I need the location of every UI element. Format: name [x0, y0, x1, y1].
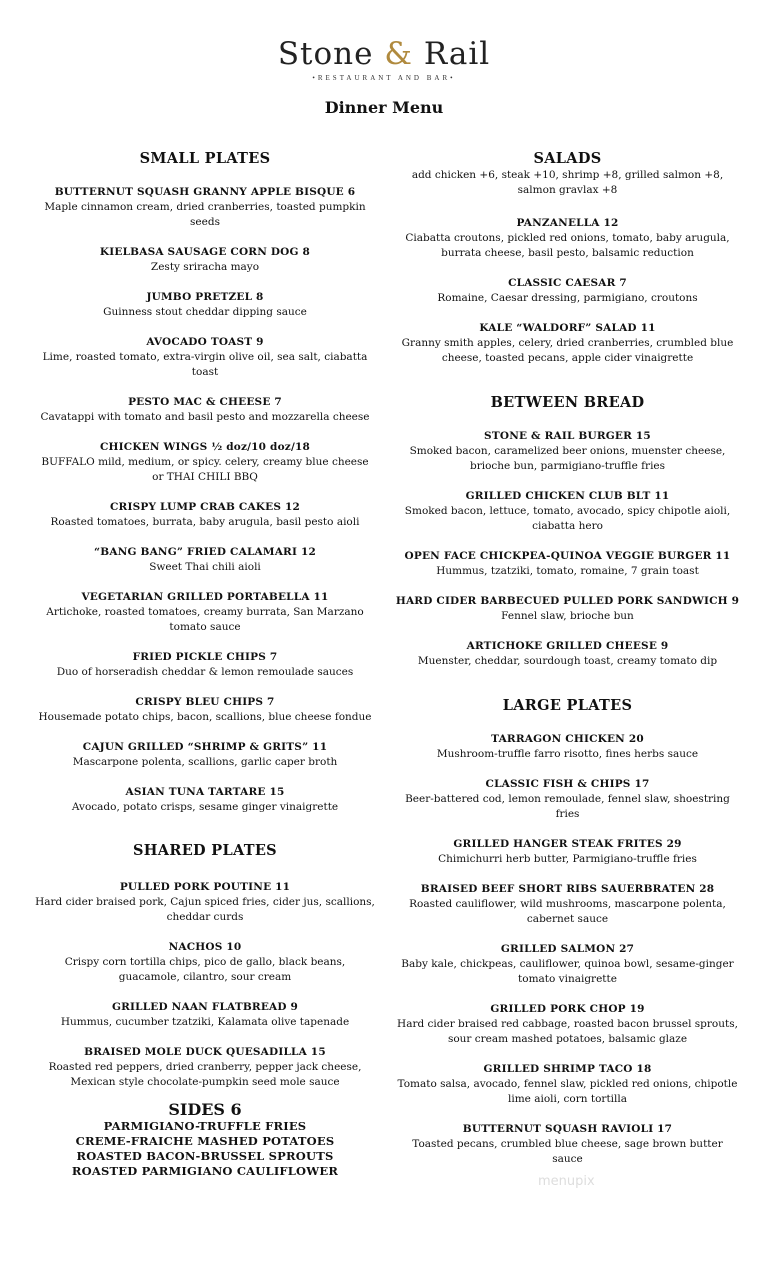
- menu-item: [20, 545, 390, 575]
- menu-item-description: Beer-battered cod, lemon remoulade, fennel slaw, shoestring: [405, 793, 730, 805]
- menu-item: [20, 245, 390, 275]
- section-title-salads: SALADS: [533, 150, 602, 167]
- menu-item: [385, 276, 750, 306]
- menu-item-name: CRISPY BLEU CHIPS 7: [135, 696, 275, 708]
- menu-item: [385, 639, 750, 669]
- menu-item-description: Baby kale, chickpeas, cauliflower, quinoa bowl, sesame-ginger: [401, 958, 734, 970]
- menu-item: [20, 650, 390, 680]
- menu-item-name: FRIED PICKLE CHIPS 7: [132, 651, 278, 663]
- menu-item-description: Housemade potato chips, bacon, scallions, blue cheese fondue: [38, 711, 372, 723]
- menu-item-description: tomato sauce: [169, 621, 241, 633]
- section-title-between-bread: BETWEEN BREAD: [490, 394, 645, 411]
- menu-item-description: Guinness stout cheddar dipping sauce: [103, 306, 307, 318]
- menu-item-description: cheese, toasted pecans, apple cider vinaigrette: [441, 352, 694, 364]
- menu-item-name: TARRAGON CHICKEN 20: [491, 733, 644, 745]
- section-title-large-plates: LARGE PLATES: [502, 697, 633, 714]
- menu-item: [20, 880, 390, 925]
- menu-item-name: VEGETARIAN GRILLED PORTABELLA 11: [81, 591, 329, 603]
- menu-item-description: Tomato salsa, avocado, fennel slaw, pickled red onions, chipotle: [397, 1078, 738, 1090]
- menu-item: [385, 732, 750, 762]
- menu-item-name: PESTO MAC & CHEESE 7: [128, 396, 282, 408]
- menu-item-name: HARD CIDER BARBECUED PULLED PORK SANDWICH 9: [395, 595, 740, 607]
- side-item: ROASTED PARMIGIANO CAULIFLOWER: [71, 1164, 339, 1178]
- menu-item-description: tomato vinaigrette: [518, 973, 617, 985]
- left-column: [20, 150, 390, 1179]
- menu-item-description: Mushroom-truffle farro risotto, fines herbs sauce: [436, 748, 699, 760]
- menu-item-name: NACHOS 10: [168, 941, 242, 953]
- menu-item-description: lime aioli, corn tortilla: [508, 1093, 627, 1105]
- side-item: CREME-FRAICHE MASHED POTATOES: [75, 1134, 335, 1148]
- menu-item-description: Muenster, cheddar, sourdough toast, creamy tomato dip: [417, 655, 718, 667]
- menu-item-description: Mascarpone polenta, scallions, garlic caper broth: [72, 756, 338, 768]
- menu-item-description: Roasted cauliflower, wild mushrooms, mascarpone polenta,: [409, 898, 726, 910]
- menu-item-description: Hard cider braised pork, Cajun spiced fries, cider jus, scallions,: [35, 896, 375, 908]
- menu-item-description: Smoked bacon, caramelized beer onions, muenster cheese,: [409, 445, 726, 457]
- menu-item-name: GRILLED SALMON 27: [500, 943, 635, 955]
- brand-name: Stone & Rail: [277, 36, 491, 72]
- menu-item: [20, 695, 390, 725]
- menu-item: [20, 335, 390, 380]
- menu-item-description: sauce: [552, 1153, 583, 1165]
- menu-item-description: Lime, roasted tomato, extra-virgin olive oil, sea salt, ciabatta: [42, 351, 368, 363]
- menu-item-description: Artichoke, roasted tomatoes, creamy burrata, San Marzano: [46, 606, 364, 618]
- menu-item-name: PANZANELLA 12: [516, 217, 619, 229]
- brand-ampersand: &: [384, 36, 413, 72]
- menu-item-name: JUMBO PRETZEL 8: [146, 291, 264, 303]
- menu-item-name: GRILLED CHICKEN CLUB BLT 11: [465, 490, 670, 502]
- menu-item-name: CLASSIC FISH & CHIPS 17: [485, 778, 650, 790]
- menu-item-name: CLASSIC CAESAR 7: [508, 277, 627, 289]
- menu-item-description: Sweet Thai chili aioli: [149, 561, 261, 573]
- salads-addons-note: add chicken +6, steak +10, shrimp +8, grilled salmon +8, salmon gravlax +8: [411, 169, 724, 196]
- menu-item: [20, 185, 390, 230]
- menu-item-description: or THAI CHILI BBQ: [152, 471, 258, 483]
- menu-item-name: AVOCADO TOAST 9: [146, 336, 264, 348]
- menu-item-name: BRAISED MOLE DUCK QUESADILLA 15: [84, 1046, 326, 1058]
- menu-item: [385, 216, 750, 261]
- menu-item-name: BRAISED BEEF SHORT RIBS SAUERBRATEN 28: [420, 883, 715, 895]
- right-column: [385, 150, 750, 1167]
- menu-item-description: Hummus, tzatziki, tomato, romaine, 7 grain toast: [436, 565, 699, 577]
- menu-item-description: cabernet sauce: [526, 913, 609, 925]
- menu-item: [20, 940, 390, 985]
- menu-item-name: OPEN FACE CHICKPEA-QUINOA VEGGIE BURGER 11: [404, 550, 731, 562]
- menu-item-name: ASIAN TUNA TARTARE 15: [125, 786, 285, 798]
- menu-item: [20, 740, 390, 770]
- section-title-small-plates: SMALL PLATES: [139, 150, 271, 167]
- menu-item-description: Mexican style chocolate-pumpkin seed mole sauce: [70, 1076, 340, 1088]
- menu-item: [20, 290, 390, 320]
- menu-item-description: Toasted pecans, crumbled blue cheese, sage brown butter: [412, 1138, 723, 1150]
- menu-item-name: ARTICHOKE GRILLED CHEESE 9: [466, 640, 669, 652]
- menu-item-name: CRISPY LUMP CRAB CAKES 12: [109, 501, 300, 513]
- menu-item-name: KIELBASA SAUSAGE CORN DOG 8: [99, 246, 311, 258]
- menu-item-description: Crispy corn tortilla chips, pico de gallo, black beans,: [64, 956, 346, 968]
- menu-item-description: Cavatappi with tomato and basil pesto and mozzarella cheese: [40, 411, 370, 423]
- menu-item-name: GRILLED NAAN FLATBREAD 9: [111, 1001, 299, 1013]
- menu-item: [20, 590, 390, 635]
- section-title-sides: SIDES 6: [168, 1100, 242, 1119]
- menu-item-description: Ciabatta croutons, pickled red onions, tomato, baby arugula,: [405, 232, 730, 244]
- menu-item-description: Fennel slaw, brioche bun: [501, 610, 634, 622]
- menu-item-name: GRILLED SHRIMP TACO 18: [483, 1063, 652, 1075]
- menu-item-description: Romaine, Caesar dressing, parmigiano, croutons: [437, 292, 698, 304]
- menu-item-name: BUTTERNUT SQUASH GRANNY APPLE BISQUE 6: [54, 186, 356, 198]
- menu-item-description: Roasted tomatoes, burrata, baby arugula, basil pesto aioli: [50, 516, 360, 528]
- menu-item-name: GRILLED PORK CHOP 19: [490, 1003, 645, 1015]
- menu-item-description: toast: [191, 366, 219, 378]
- menu-item-description: Chimichurri herb butter, Parmigiano-truffle fries: [438, 853, 697, 865]
- menu-item: [385, 882, 750, 927]
- menu-item: [20, 1045, 390, 1090]
- menu-item: [20, 395, 390, 425]
- small-plates-list: [20, 185, 390, 815]
- menu-item-name: BUTTERNUT SQUASH RAVIOLI 17: [462, 1123, 673, 1135]
- menu-item-description: Hummus, cucumber tzatziki, Kalamata olive tapenade: [60, 1016, 350, 1028]
- menu-item: [385, 777, 750, 822]
- menu-item-description: ciabatta hero: [532, 520, 603, 532]
- brand-logo: [0, 36, 768, 82]
- salads-list: [385, 216, 750, 366]
- menu-item-description: BUFFALO mild, medium, or spicy. celery, creamy blue cheese: [41, 456, 369, 468]
- menu-item-description: Smoked bacon, lettuce, tomato, avocado, spicy chipotle aioli,: [404, 505, 731, 517]
- between-bread-list: [385, 429, 750, 669]
- menu-item: [385, 837, 750, 867]
- menu-title: Dinner Menu: [324, 98, 444, 117]
- menu-item: [385, 594, 750, 624]
- menu-item: [385, 321, 750, 366]
- menu-item-description: sour cream mashed potatoes, balsamic glaze: [447, 1033, 688, 1045]
- section-title-shared-plates: SHARED PLATES: [133, 842, 277, 859]
- menu-item-name: CHICKEN WINGS ½ doz/10 doz/18: [99, 441, 310, 453]
- menu-item: [20, 440, 390, 485]
- menu-item-description: guacamole, cilantro, sour cream: [118, 971, 292, 983]
- menu-item: [20, 785, 390, 815]
- menu-item-description: Zesty sriracha mayo: [150, 261, 260, 273]
- menu-item-name: PULLED PORK POUTINE 11: [119, 881, 291, 893]
- menu-item: [20, 500, 390, 530]
- menu-item-description: Hard cider braised red cabbage, roasted bacon brussel sprouts,: [397, 1018, 738, 1030]
- menu-item: [20, 1000, 390, 1030]
- menu-item-name: CAJUN GRILLED “SHRIMP & GRITS” 11: [82, 741, 328, 753]
- shared-plates-list: [20, 880, 390, 1090]
- menu-item: [385, 1122, 750, 1167]
- sides-list: [20, 1119, 390, 1179]
- menu-item-name: “BANG BANG” FRIED CALAMARI 12: [94, 546, 316, 558]
- side-item: ROASTED BACON-BRUSSEL SPROUTS: [76, 1149, 334, 1163]
- menu-item-description: brioche bun, parmigiano-truffle fries: [469, 460, 666, 472]
- menu-item: [385, 489, 750, 534]
- menu-item-description: burrata cheese, basil pesto, balsamic reduction: [441, 247, 694, 259]
- menu-item-name: GRILLED HANGER STEAK FRITES 29: [453, 838, 682, 850]
- watermark: menupix: [538, 1174, 595, 1189]
- menu-item-description: Duo of horseradish cheddar & lemon remoulade sauces: [56, 666, 354, 678]
- menu-item-description: Maple cinnamon cream, dried cranberries, toasted pumpkin: [44, 201, 366, 213]
- menu-item: [385, 549, 750, 579]
- menu-item-description: fries: [555, 808, 580, 820]
- menu-item-description: Roasted red peppers, dried cranberry, pepper jack cheese,: [48, 1061, 362, 1073]
- menu-item-description: seeds: [190, 216, 220, 228]
- menu-item: [385, 429, 750, 474]
- menu-item-description: cheddar curds: [166, 911, 244, 923]
- menu-item: [385, 942, 750, 987]
- large-plates-list: [385, 732, 750, 1167]
- menu-item-name: STONE & RAIL BURGER 15: [484, 430, 651, 442]
- side-item: PARMIGIANO-TRUFFLE FRIES: [103, 1119, 307, 1133]
- menu-item: [385, 1062, 750, 1107]
- menu-item: [385, 1002, 750, 1047]
- menu-item-description: Avocado, potato crisps, sesame ginger vinaigrette: [71, 801, 339, 813]
- menu-item-name: KALE “WALDORF” SALAD 11: [479, 322, 656, 334]
- menu-item-description: Granny smith apples, celery, dried cranberries, crumbled blue: [401, 337, 734, 349]
- brand-subtitle: •RESTAURANT AND BAR•: [312, 74, 456, 82]
